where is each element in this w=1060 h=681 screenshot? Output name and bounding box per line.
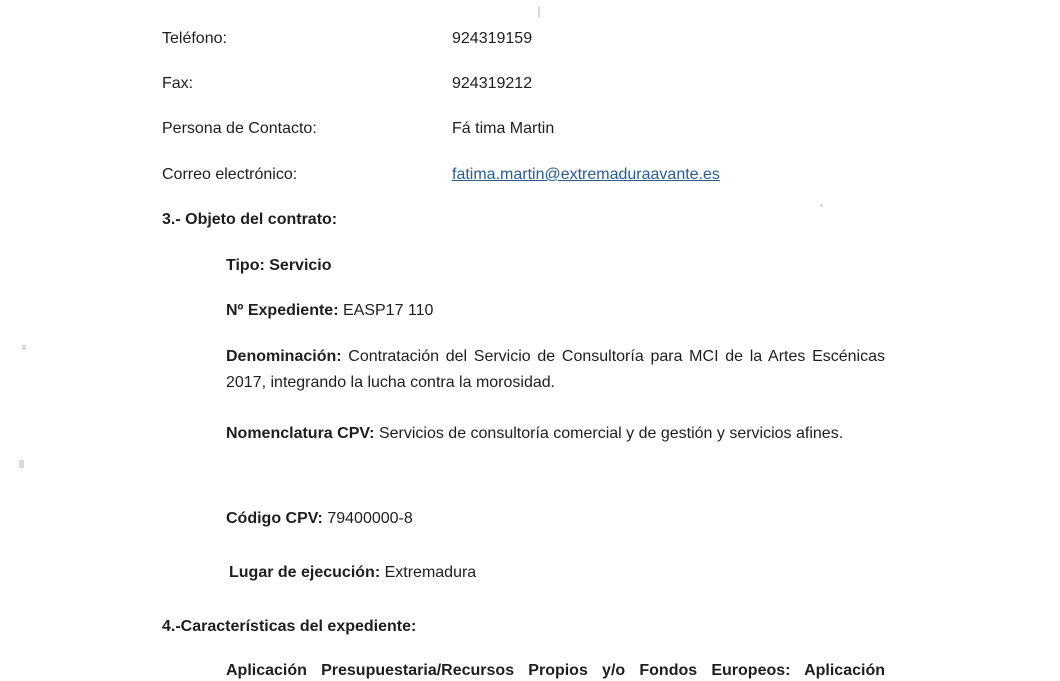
phone-label: Teléfono: (162, 30, 227, 47)
expediente-line (226, 301, 433, 321)
tipo-line: Tipo: Servicio (226, 257, 332, 274)
denominacion-paragraph (226, 344, 885, 396)
codigo-cpv-line (226, 509, 413, 529)
email-label: Correo electrónico: (162, 166, 298, 183)
cpv-value: Servicios de consultoría comercial y de gestión y servicios afines. (378, 425, 844, 442)
fax-value: 924319212 (452, 75, 533, 92)
expediente-label: Nº Expediente: (226, 302, 339, 319)
denominacion-label: Denominación: (226, 348, 342, 365)
codigo-cpv-label: Código CPV: (226, 510, 323, 527)
cpv-paragraph (226, 416, 885, 452)
lugar-line (229, 563, 476, 583)
section-4-title: 4.-Características del expediente: (162, 618, 417, 635)
contact-person-value: Fá tima Martin (452, 120, 555, 137)
contact-person-label: Persona de Contacto: (162, 120, 317, 137)
phone-value: 924319159 (452, 30, 533, 47)
cut-off-paragraph: Aplicación Presupuestaria/Recursos Propios y/o Fondos Europeos: Aplicación (226, 662, 885, 679)
codigo-cpv-value: 79400000-8 (327, 510, 413, 527)
email-link[interactable]: fatima.martin@extremaduraavante.es (452, 166, 720, 183)
denominacion-value: Contratación del Servicio de Consultoría para MCI de la Artes Escénicas 2017, integrando la lucha contra la morosidad. (226, 348, 885, 391)
expediente-value: EASP17 110 (342, 302, 434, 319)
scan-speck (538, 6, 540, 18)
lugar-label: Lugar de ejecución: (229, 564, 381, 581)
scan-speck (820, 204, 823, 207)
section-3-title: 3.- Objeto del contrato: (162, 211, 338, 228)
lugar-value: Extremadura (384, 564, 477, 581)
scan-speck (19, 460, 24, 468)
cpv-label: Nomenclatura CPV: (226, 425, 375, 442)
fax-label: Fax: (162, 75, 194, 92)
scan-speck (22, 345, 26, 350)
